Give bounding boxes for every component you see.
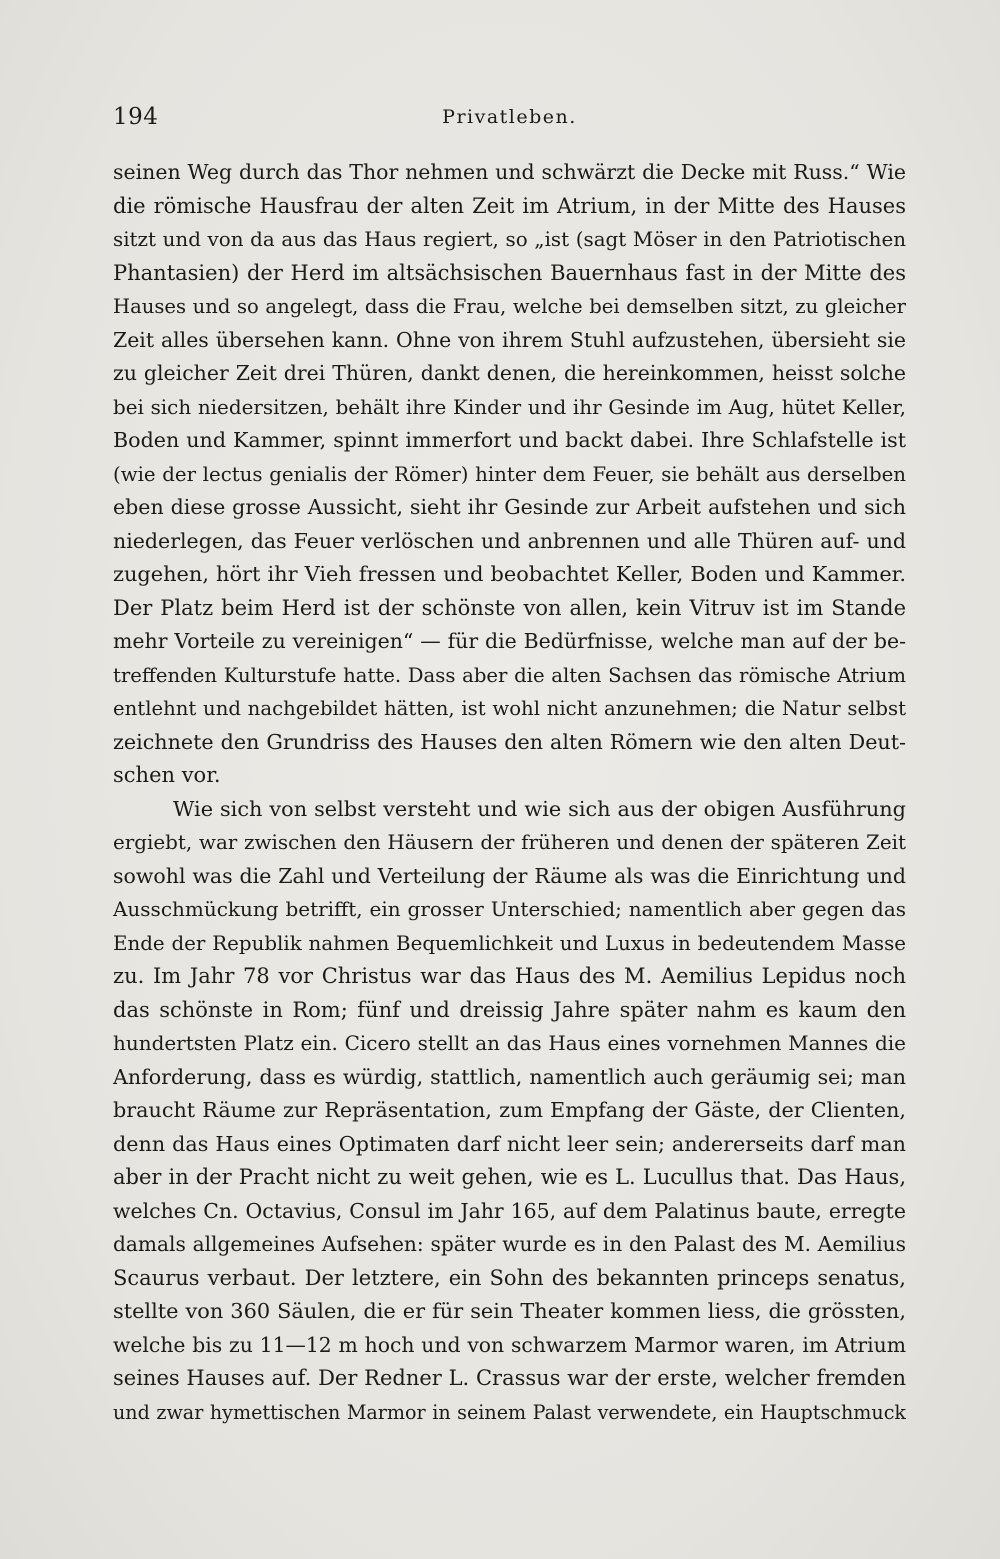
text-line: sitzt und von da aus das Haus regiert, so „ist (sagt Möser in den Patriotischen (113, 228, 906, 251)
text-line: Ausschmückung betrifft, ein grosser Unterschied; namentlich aber gegen das (113, 897, 906, 921)
text-line: niederlegen, das Feuer verlöschen und anbrennen und alle Thüren auf- und (113, 528, 906, 553)
text-line: denn das Haus eines Optimaten darf nicht leer sein; andererseits darf man (113, 1131, 906, 1156)
text-line: entlehnt und nachgebildet hätten, ist wohl nicht anzunehmen; die Natur selbst (113, 697, 906, 720)
text-line: das schönste in Rom; fünf und dreissig Jahre später nahm es kaum den (113, 997, 906, 1022)
text-line: treffenden Kulturstufe hatte. Dass aber die alten Sachsen das römische Atrium (113, 663, 906, 687)
text-line: welches Cn. Octavius, Consul im Jahr 165, auf dem Palatinus baute, erregte (113, 1198, 906, 1223)
text-line: stellte von 360 Säulen, die er für sein Theater kommen liess, die grössten, (113, 1299, 906, 1323)
text-line: Der Platz beim Herd ist der schönste von allen, kein Vitruv ist im Stande (113, 595, 906, 620)
text-line: seines Hauses auf. Der Redner L. Crassus war der erste, welcher fremden (113, 1366, 906, 1390)
text-line: schen vor. (113, 763, 221, 787)
text-line: aber in der Pracht nicht zu weit gehen, wie es L. Lucullus that. Das Haus, (113, 1165, 906, 1189)
text-line: zugehen, hört ihr Vieh fressen und beobachtet Keller, Boden und Kammer. (113, 562, 906, 586)
body-text (113, 156, 906, 1429)
text-line: die römische Hausfrau der alten Zeit im Atrium, in der Mitte des Hauses (113, 193, 906, 218)
text-line: hundertsten Platz ein. Cicero stellt an das Haus eines vornehmen Mannes die (113, 1031, 906, 1055)
page-number: 194 (113, 104, 159, 130)
text-line: Hauses und so angelegt, dass die Frau, welche bei demselben sitzt, zu gleicher (113, 295, 906, 318)
text-line: braucht Räume zur Repräsentation, zum Empfang der Gäste, der Clienten, (113, 1098, 906, 1122)
text-line: sowohl was die Zahl und Verteilung der Räume als was die Einrichtung und (113, 863, 906, 888)
text-line: Ende der Republik nahmen Bequemlichkeit und Luxus in bedeutendem Masse (113, 931, 906, 955)
text-line: eben diese grosse Aussicht, sieht ihr Gesinde zur Arbeit aufstehen und sich (113, 495, 906, 519)
text-line: welche bis zu 11—12 m hoch und von schwarzem Marmor waren, im Atrium (113, 1332, 906, 1357)
text-line: mehr Vorteile zu vereinigen“ — für die Bedürfnisse, welche man auf der be- (113, 629, 906, 653)
text-line: bei sich niedersitzen, behält ihre Kinder und ihr Gesinde im Aug, hütet Keller, (113, 395, 906, 419)
text-line: und zwar hymettischen Marmor in seinem Palast verwendete, ein Hauptschmuck (113, 1400, 906, 1424)
text-line: Boden und Kammer, spinnt immerfort und backt dabei. Ihre Schlafstelle ist (113, 428, 906, 452)
paragraph-start-line: Wie sich von selbst versteht und wie sich aus der obigen Ausführung (173, 796, 906, 821)
text-line: (wie der lectus genialis der Römer) hinter dem Feuer, sie behält aus derselben (113, 462, 906, 486)
text-line: Anforderung, dass es würdig, stattlich, namentlich auch geräumig sei; man (113, 1064, 906, 1089)
text-line: ergiebt, war zwischen den Häusern der früheren und denen der späteren Zeit (113, 831, 906, 854)
text-line: Scaurus verbaut. Der letztere, ein Sohn des bekannten princeps senatus, (113, 1265, 906, 1290)
text-line: zu. Im Jahr 78 vor Christus war das Haus des M. Aemilius Lepidus noch (113, 964, 906, 988)
running-head: Privatleben. (442, 106, 577, 128)
text-line: Zeit alles übersehen kann. Ohne von ihrem Stuhl aufzustehen, übersieht sie (113, 327, 906, 352)
page-header (113, 104, 906, 140)
text-line: seinen Weg durch das Thor nehmen und schwärzt die Decke mit Russ.“ Wie (113, 160, 906, 184)
text-line: zeichnete den Grundriss des Hauses den alten Römern wie den alten Deut- (113, 729, 906, 754)
text-line: damals allgemeines Aufsehen: später wurde es in den Palast des M. Aemilius (113, 1232, 906, 1256)
text-line: zu gleicher Zeit drei Thüren, dankt denen, die hereinkommen, heisst solche (113, 361, 906, 385)
text-line: Phantasien) der Herd im altsächsischen Bauernhaus fast in der Mitte des (113, 260, 906, 285)
